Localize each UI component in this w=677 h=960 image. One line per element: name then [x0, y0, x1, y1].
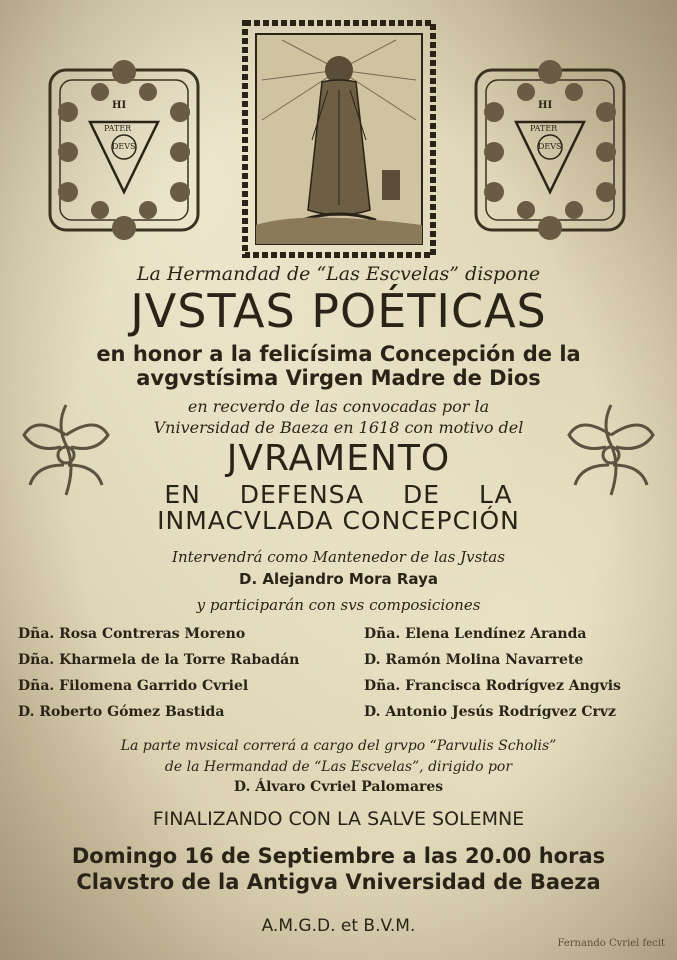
participant-name: Dña. Rosa Contreras Moreno — [18, 626, 246, 642]
honor-line-2: avgvstísima Virgen Madre de Dios — [136, 366, 541, 390]
participant-name: Dña. Kharmela de la Torre Rabadán — [18, 652, 300, 668]
mantenedor-intro: Intervendrá como Mantenedor de las Jvstas — [172, 548, 505, 566]
amgd-motto: A.M.G.D. et B.V.M. — [261, 916, 416, 936]
right-emblem-label-devs: DEVS — [538, 142, 562, 151]
musica-line-1: La parte mvsical correrá a cargo del grvpo “Parvulis Scholis” — [120, 738, 557, 754]
honor-line-1: en honor a la felicísima Concepción de la — [96, 342, 581, 366]
participan-line: y participarán con svs composiciones — [196, 596, 481, 614]
defensa-line: EN DEFENSA DE LA — [164, 480, 513, 509]
left-emblem-label-hi: HI — [112, 100, 127, 111]
inmaculada-line: INMACVLADA CONCEPCIÓN — [157, 506, 520, 535]
participant-name: Dña. Filomena Garrido Cvriel — [18, 678, 249, 694]
musica-line-2: de la Hermandad de “Las Escvelas”, dirigido por — [164, 759, 513, 775]
participant-name: Dña. Elena Lendínez Aranda — [364, 626, 587, 642]
right-emblem-label-pater: PATER — [530, 124, 558, 133]
left-trinity-emblem — [40, 52, 208, 248]
virgin-engraving — [242, 20, 436, 258]
mantenedor-name: D. Alejandro Mora Raya — [239, 570, 438, 588]
event-date: Domingo 16 de Septiembre a las 20.00 horas — [71, 844, 606, 868]
right-emblem-label-hi: HI — [538, 100, 553, 111]
right-trinity-emblem — [466, 52, 634, 248]
recuerdo-line-2: Vniversidad de Baeza en 1618 con motivo del — [153, 418, 524, 437]
juramento-title: JVRAMENTO — [226, 438, 451, 479]
participant-name: D. Roberto Gómez Bastida — [18, 704, 225, 720]
participant-name: D. Antonio Jesús Rodrígvez Crvz — [364, 704, 617, 720]
salve-line: FINALIZANDO CON LA SALVE SOLEMNE — [152, 808, 525, 830]
event-place: Clavstro de la Antigva Vniversidad de Baeza — [76, 870, 601, 894]
recuerdo-line-1: en recverdo de las convocadas por la — [187, 397, 490, 416]
left-emblem-label-pater: PATER — [104, 124, 132, 133]
participant-name: D. Ramón Molina Navarrete — [364, 652, 584, 668]
virgin-engraving-graphic — [242, 20, 436, 258]
artist-signature: Fernando Cvriel fecit — [557, 938, 665, 949]
participant-name: Dña. Francisca Rodrígvez Angvis — [364, 678, 621, 694]
left-emblem-label-devs: DEVS — [112, 142, 136, 151]
hermandad-dispone-line: La Hermandad de “Las Escvelas” dispone — [136, 263, 541, 285]
director-name: D. Álvaro Cvriel Palomares — [233, 779, 444, 795]
page-title: JVSTAS POÉTICAS — [130, 284, 547, 338]
